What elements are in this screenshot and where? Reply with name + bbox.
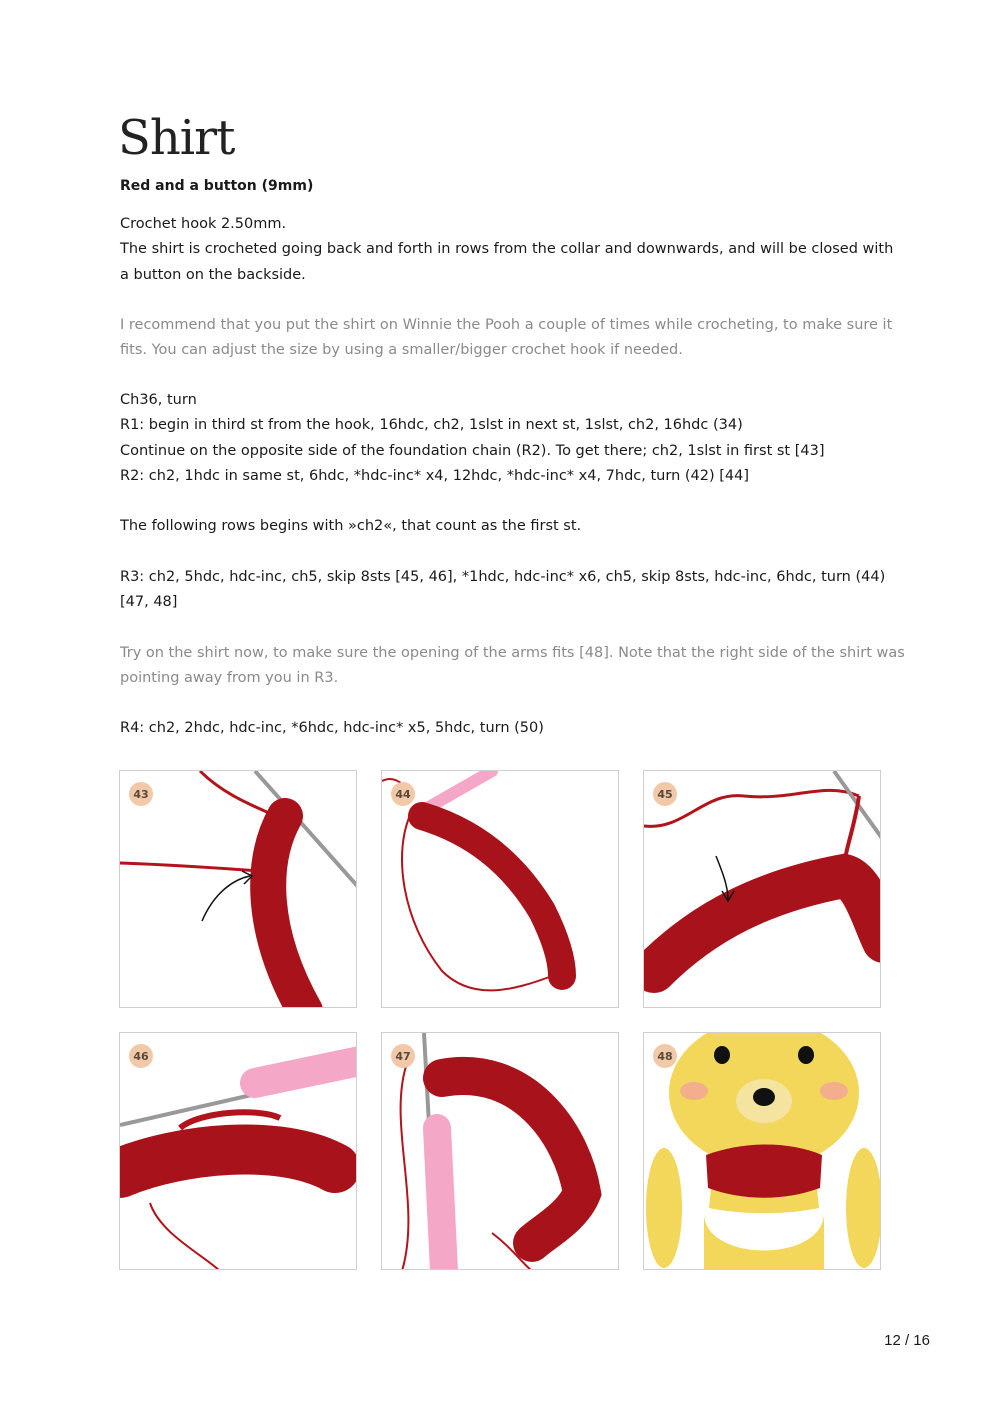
intro-line: a button on the backside. bbox=[120, 266, 306, 283]
instruction-line: [47, 48] bbox=[120, 594, 178, 611]
step-badge: 47 bbox=[391, 1044, 415, 1068]
page-number: 12 / 16 bbox=[884, 1332, 930, 1349]
materials-subtitle: Red and a button (9mm) bbox=[120, 178, 314, 194]
fit-note bbox=[120, 313, 893, 364]
page-title: Shirt bbox=[118, 110, 235, 166]
row4-instructions bbox=[120, 716, 890, 741]
instruction-line: Continue on the opposite side of the foundation chain (R2). To get there; ch2, 1slst in first st [43] bbox=[120, 442, 825, 459]
intro-line: Crochet hook 2.50mm. bbox=[120, 216, 287, 232]
crochet-photo-illustration bbox=[382, 771, 619, 1008]
try-on-note bbox=[120, 641, 905, 692]
step-badge: 44 bbox=[391, 782, 415, 806]
instruction-line: R1: begin in third st from the hook, 16hdc, ch2, 1slst in next st, 1slst, ch2, 16hdc (34) bbox=[120, 417, 743, 434]
instruction-line: Ch36, turn bbox=[120, 392, 197, 408]
instruction-line: The following rows begins with »ch2«, that count as the first st. bbox=[120, 518, 582, 534]
step-photo-46 bbox=[119, 1032, 357, 1270]
row3-instructions bbox=[120, 565, 890, 616]
intro-line: The shirt is crocheted going back and forth in rows from the collar and downwards, and will be closed with bbox=[120, 241, 894, 258]
note-line: fits. You can adjust the size by using a smaller/bigger crochet hook if needed. bbox=[120, 342, 683, 359]
crochet-photo-illustration bbox=[120, 771, 357, 1008]
instruction-line: R3: ch2, 5hdc, hdc-inc, ch5, skip 8sts [45, 46], *1hdc, hdc-inc* x6, ch5, skip 8sts, hdc-inc, 6hdc, turn (44) bbox=[120, 569, 886, 585]
step-badge: 48 bbox=[653, 1044, 677, 1068]
step-photo-43 bbox=[119, 770, 357, 1008]
step-photo-47 bbox=[381, 1032, 619, 1270]
intro-paragraph bbox=[120, 212, 894, 288]
note-line: Try on the shirt now, to make sure the opening of the arms fits [48]. Note that the right side of the shirt was bbox=[120, 645, 905, 661]
bear-photo-illustration bbox=[644, 1033, 881, 1270]
instruction-line: R2: ch2, 1hdc in same st, 6hdc, *hdc-inc* x4, 12hdc, *hdc-inc* x4, 7hdc, turn (42) [44] bbox=[120, 467, 750, 484]
note-line: pointing away from you in R3. bbox=[120, 670, 339, 687]
step-badge: 46 bbox=[129, 1044, 153, 1068]
step-badge: 43 bbox=[129, 782, 153, 806]
crochet-photo-illustration bbox=[382, 1033, 619, 1270]
step-photo-44 bbox=[381, 770, 619, 1008]
row-instructions bbox=[120, 388, 890, 489]
step-photo-45 bbox=[643, 770, 881, 1008]
step-photo-48 bbox=[643, 1032, 881, 1270]
following-note bbox=[120, 514, 890, 539]
note-line: I recommend that you put the shirt on Winnie the Pooh a couple of times while crocheting, to make sure it bbox=[120, 317, 893, 333]
instruction-line: R4: ch2, 2hdc, hdc-inc, *6hdc, hdc-inc* x5, 5hdc, turn (50) bbox=[120, 720, 544, 736]
crochet-photo-illustration bbox=[120, 1033, 357, 1270]
crochet-photo-illustration bbox=[644, 771, 881, 1008]
step-badge: 45 bbox=[653, 782, 677, 806]
